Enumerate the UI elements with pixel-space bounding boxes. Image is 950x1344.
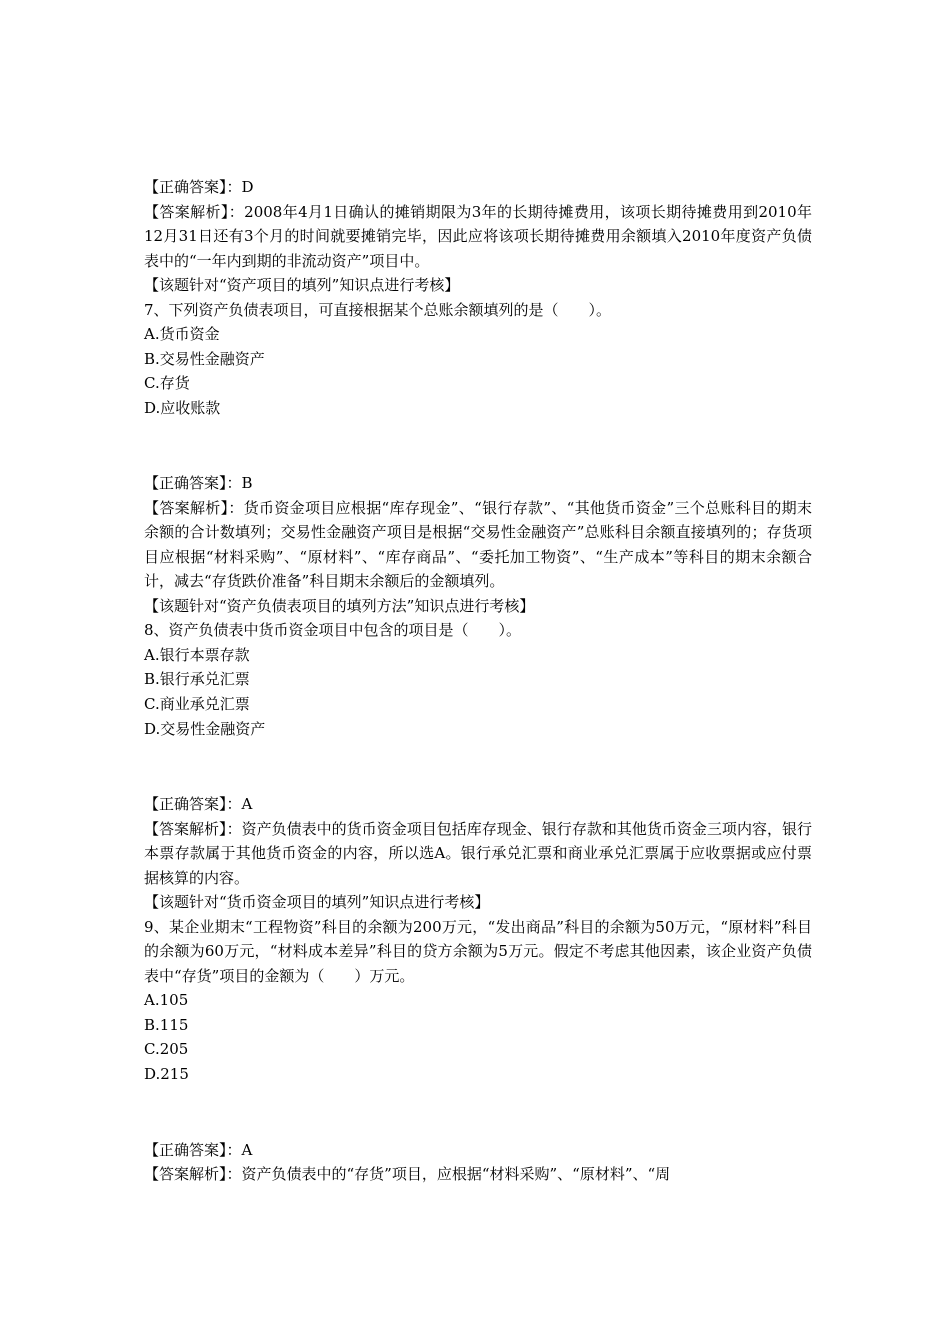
spacer bbox=[144, 1087, 812, 1138]
topic-note: 【该题针对“货币资金项目的填列”知识点进行考核】 bbox=[144, 893, 490, 912]
spacer bbox=[144, 741, 812, 792]
option-c: C.存货 bbox=[144, 374, 190, 393]
answer-analysis: 【答案解析】：资产负债表中的“存货”项目，应根据“材料采购”、“原材料”、“周 bbox=[144, 1165, 671, 1184]
correct-answer: 【正确答案】：A bbox=[144, 795, 253, 814]
option-c: C.205 bbox=[144, 1040, 189, 1059]
option-d: D.应收账款 bbox=[144, 398, 221, 417]
question-stem: 8、资产负债表中货币资金项目中包含的项目是（ ）。 bbox=[144, 621, 522, 640]
question-stem: 7、下列资产负债表项目，可直接根据某个总账余额填列的是（ ）。 bbox=[144, 300, 612, 319]
topic-note: 【该题针对“资产负债表项目的填列方法”知识点进行考核】 bbox=[144, 596, 535, 615]
option-d: D.215 bbox=[144, 1065, 189, 1084]
answer-analysis: 【答案解析】：资产负债表中的货币资金项目包括库存现金、银行存款和其他货币资金三项内容，银行本票存款属于其他货币资金的内容，所以选A。银行承兑汇票和商业承兑汇票属于应收票据或应付票据核算的内容。 bbox=[144, 819, 812, 887]
option-a: A.105 bbox=[144, 991, 189, 1010]
option-a: A.货币资金 bbox=[144, 325, 220, 343]
option-d: D.交易性金融资产 bbox=[144, 719, 266, 738]
correct-answer: 【正确答案】：A bbox=[144, 1140, 253, 1159]
option-a: A.银行本票存款 bbox=[144, 645, 250, 664]
option-c: C.商业承兑汇票 bbox=[144, 695, 250, 714]
document-body bbox=[144, 175, 812, 1187]
option-b: B.115 bbox=[144, 1015, 189, 1034]
answer-analysis: 【答案解析】：货币资金项目应根据“库存现金”、“银行存款”、“其他货币资金”三个总账科目的期末余额的合计数填列；交易性金融资产项目是根据“交易性金融资产”总账科目余额直接填列的；存货项目应根据“材料采购”、“原材料”、“库存商品”、“委托加工物资”、“生产成本”等科目的期末余额合计，减去“存货跌价准备”科目期末余额后的金额填列。 bbox=[144, 498, 812, 591]
correct-answer: 【正确答案】：D bbox=[144, 178, 254, 196]
option-b: B.银行承兑汇票 bbox=[144, 670, 250, 689]
correct-answer: 【正确答案】：B bbox=[144, 474, 253, 493]
option-b: B.交易性金融资产 bbox=[144, 349, 265, 368]
spacer bbox=[144, 420, 812, 471]
answer-analysis: 【答案解析】：2008年4月1日确认的摊销期限为3年的长期待摊费用，该项长期待摊费用到2010年12月31日还有3个月的时间就要摊销完毕，因此应将该项长期待摊费用余额填入2010年度资产负债表中的“一年内到期的非流动资产”项目中。 bbox=[144, 202, 812, 270]
topic-note: 【该题针对“资产项目的填列”知识点进行考核】 bbox=[144, 276, 460, 294]
question-stem: 9、某企业期末“工程物资”科目的余额为200万元，“发出商品”科目的余额为50万元，“原材料”科目的余额为60万元，“材料成本差异”科目的贷方余额为5万元。假定不考虑其他因素，该企业资产负债表中“存货”项目的金额为（ ）万元。 bbox=[144, 917, 812, 985]
